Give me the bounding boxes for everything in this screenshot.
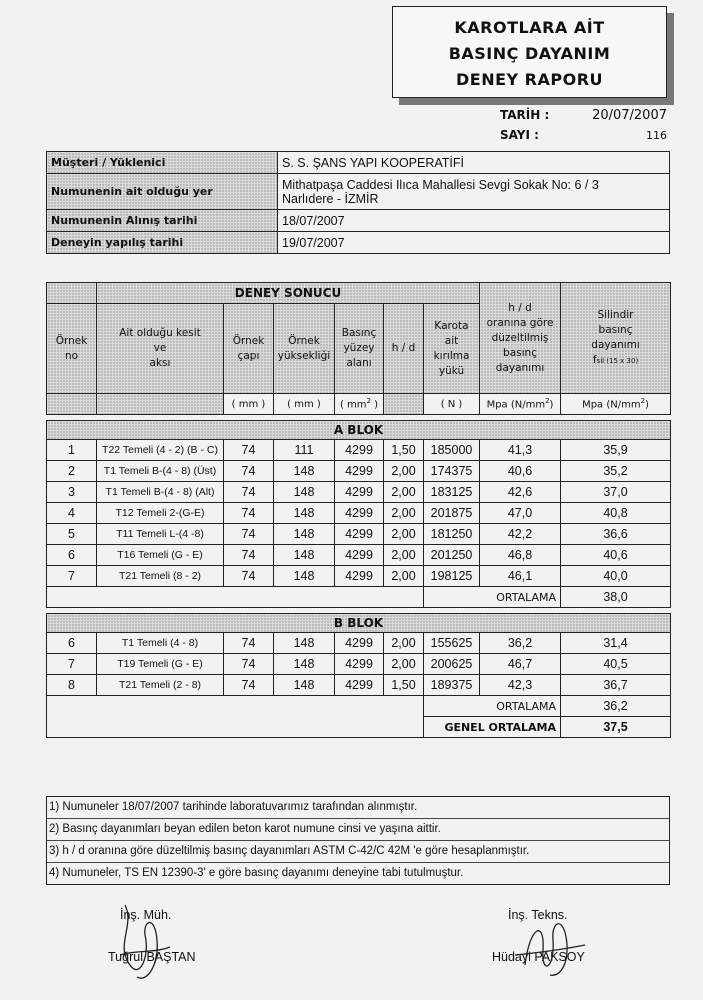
cell-kesit: T19 Temeli (G - E) [97, 654, 224, 675]
general-average-row [47, 717, 671, 738]
cell-alan: 4299 [335, 503, 384, 524]
cell-hd: 2,00 [384, 566, 424, 587]
header-diameter: Örnek çapı [224, 304, 274, 394]
table-row [47, 440, 671, 461]
info-table [46, 151, 670, 254]
cell-sil: 35,2 [561, 461, 671, 482]
average-value: 36,2 [561, 696, 671, 717]
cell-kesit: T21 Temeli (8 - 2) [97, 566, 224, 587]
cell-no: 4 [47, 503, 97, 524]
number-label: SAYI : [500, 128, 539, 142]
cell-hd: 2,00 [384, 524, 424, 545]
cell-yuk: 198125 [424, 566, 480, 587]
cell-yukseklik: 148 [274, 461, 335, 482]
number-value: 116 [646, 129, 667, 142]
cell-cap: 74 [224, 566, 274, 587]
results-table [46, 282, 671, 738]
cell-yuk: 185000 [424, 440, 480, 461]
cell-cap: 74 [224, 440, 274, 461]
cell-alan: 4299 [335, 675, 384, 696]
cell-sil: 37,0 [561, 482, 671, 503]
cell-duz: 42,3 [480, 675, 561, 696]
general-average-label: GENEL ORTALAMA [424, 717, 561, 738]
cell-sil: 40,5 [561, 654, 671, 675]
header-section: Ait olduğu kesit ve aksı [97, 304, 224, 394]
cell-kesit: T22 Temeli (4 - 2) (B - C) [97, 440, 224, 461]
header-hd: h / d [384, 304, 424, 394]
report-title-line-1: KAROTLARA AİT [454, 18, 605, 37]
cell-kesit: T1 Temeli B-(4 - 8) (Alt) [97, 482, 224, 503]
average-row [47, 696, 671, 717]
average-row [47, 587, 671, 608]
cell-cap: 74 [224, 545, 274, 566]
location-label: Numunenin ait olduğu yer [47, 174, 278, 210]
cell-no: 6 [47, 633, 97, 654]
block-header: B BLOK [47, 614, 671, 633]
cell-kesit: T1 Temeli (4 - 8) [97, 633, 224, 654]
cell-kesit: T11 Temeli L-(4 -8) [97, 524, 224, 545]
cell-alan: 4299 [335, 524, 384, 545]
average-label: ORTALAMA [424, 696, 561, 717]
cell-no: 7 [47, 654, 97, 675]
cell-no: 3 [47, 482, 97, 503]
date-value: 20/07/2007 [592, 108, 667, 123]
client-label: Müşteri / Yüklenici [47, 152, 278, 174]
cell-cap: 74 [224, 461, 274, 482]
results-caption: DENEY SONUCU [97, 283, 480, 304]
units-row: ( mm ) ( mm ) ( $mm^2$ ) ( N ) Mpa $(N/mm^2)$ Mpa $(N/mm^2)$ [47, 394, 671, 415]
location-line-1: Mithatpaşa Caddesi Ilıca Mahallesi Sevgi Sokak No: 6 / 3 [282, 177, 599, 192]
technician-name: Hüdayi PAKSOY [492, 950, 585, 964]
cell-yukseklik: 148 [274, 566, 335, 587]
cell-sil: 40,8 [561, 503, 671, 524]
cell-alan: 4299 [335, 461, 384, 482]
cell-hd: 1,50 [384, 440, 424, 461]
cell-kesit: T16 Temeli (G - E) [97, 545, 224, 566]
cell-yukseklik: 111 [274, 440, 335, 461]
block-header: A BLOK [47, 421, 671, 440]
cell-yuk: 201875 [424, 503, 480, 524]
table-row [47, 545, 671, 566]
report-title-box [392, 6, 667, 98]
header-corrected: h / d oranına göre düzeltilmiş basınç dayanımı [480, 283, 561, 394]
cell-sil: 40,6 [561, 545, 671, 566]
average-label: ORTALAMA [424, 587, 561, 608]
table-row [47, 503, 671, 524]
cell-cap: 74 [224, 482, 274, 503]
date-label: TARİH : [500, 108, 550, 122]
cell-cap: 74 [224, 654, 274, 675]
cell-yukseklik: 148 [274, 545, 335, 566]
technician-signature [505, 905, 595, 985]
report-title-line-2: BASINÇ DAYANIM [448, 44, 611, 63]
cell-alan: 4299 [335, 482, 384, 503]
cell-duz: 47,0 [480, 503, 561, 524]
cell-yuk: 181250 [424, 524, 480, 545]
header-sample-no: Örnek no [47, 304, 97, 394]
test-date-value: 19/07/2007 [278, 232, 670, 254]
cell-yukseklik: 148 [274, 675, 335, 696]
cell-sil: 35,9 [561, 440, 671, 461]
cell-hd: 2,00 [384, 503, 424, 524]
cell-hd: 2,00 [384, 654, 424, 675]
cell-kesit: T1 Temeli B-(4 - 8) (Üst) [97, 461, 224, 482]
cell-hd: 1,50 [384, 675, 424, 696]
cell-sil: 36,7 [561, 675, 671, 696]
location-line-2: Narlıdere - İZMİR [282, 191, 379, 206]
report-title-line-3: DENEY RAPORU [455, 70, 604, 89]
sampling-date-value: 18/07/2007 [278, 210, 670, 232]
cell-yuk: 174375 [424, 461, 480, 482]
cell-cap: 74 [224, 633, 274, 654]
cell-hd: 2,00 [384, 633, 424, 654]
cell-kesit: T21 Temeli (2 - 8) [97, 675, 224, 696]
table-row [47, 461, 671, 482]
cell-yukseklik: 148 [274, 482, 335, 503]
cell-alan: 4299 [335, 654, 384, 675]
location-value [278, 174, 670, 210]
cell-cap: 74 [224, 503, 274, 524]
note-4: 4) Numuneler, TS EN 12390-3' e göre basınç dayanımı deneyine tabi tutulmuştur. [49, 867, 464, 879]
cell-no: 8 [47, 675, 97, 696]
cell-sil: 31,4 [561, 633, 671, 654]
cell-hd: 2,00 [384, 545, 424, 566]
cell-yuk: 155625 [424, 633, 480, 654]
engineer-signature [95, 895, 205, 990]
cell-alan: 4299 [335, 440, 384, 461]
cell-no: 6 [47, 545, 97, 566]
sampling-date-label: Numunenin Alınış tarihi [47, 210, 278, 232]
notes-box [46, 796, 670, 885]
cell-cap: 74 [224, 675, 274, 696]
cell-yuk: 183125 [424, 482, 480, 503]
cell-alan: 4299 [335, 633, 384, 654]
report-number [500, 128, 667, 143]
table-row [47, 482, 671, 503]
average-value: 38,0 [561, 587, 671, 608]
header-height: Örnek yüksekliği [274, 304, 335, 394]
cell-kesit: T12 Temeli 2-(G-E) [97, 503, 224, 524]
technician-title: İnş. Tekns. [508, 908, 568, 922]
cell-yuk: 201250 [424, 545, 480, 566]
cell-no: 1 [47, 440, 97, 461]
cell-no: 5 [47, 524, 97, 545]
cell-hd: 2,00 [384, 482, 424, 503]
cell-sil: 40,0 [561, 566, 671, 587]
cell-duz: 42,2 [480, 524, 561, 545]
cell-duz: 46,7 [480, 654, 561, 675]
cell-duz: 46,8 [480, 545, 561, 566]
cell-yuk: 200625 [424, 654, 480, 675]
note-1: 1) Numuneler 18/07/2007 tarihinde laboratuvarımız tarafından alınmıştır. [47, 797, 669, 819]
cell-yuk: 189375 [424, 675, 480, 696]
table-row [47, 524, 671, 545]
cell-duz: 36,2 [480, 633, 561, 654]
header-load: Karota ait kırılma yükü [424, 304, 480, 394]
cell-no: 2 [47, 461, 97, 482]
client-value: S. S. ŞANS YAPI KOOPERATİFİ [278, 152, 670, 174]
engineer-title: İnş. Müh. [120, 908, 172, 922]
header-cylinder: Silindir basınç dayanımı fsil (15 x 30) [561, 283, 671, 394]
cell-duz: 41,3 [480, 440, 561, 461]
test-date-label: Deneyin yapılış tarihi [47, 232, 278, 254]
cell-duz: 46,1 [480, 566, 561, 587]
cell-alan: 4299 [335, 545, 384, 566]
report-date [500, 108, 667, 123]
header-area: Basınç yüzey alanı [335, 304, 384, 394]
note-3: 3) h / d oranına göre düzeltilmiş basınç dayanımları ASTM C-42/C 42M 'e göre hesaplanmıştır. [47, 841, 669, 863]
cell-duz: 42,6 [480, 482, 561, 503]
cell-no: 7 [47, 566, 97, 587]
general-average-value: 37,5 [561, 717, 671, 738]
note-2: 2) Basınç dayanımları beyan edilen beton karot numune cinsi ve yaşına aittir. [47, 819, 669, 841]
cell-yukseklik: 148 [274, 654, 335, 675]
cell-yukseklik: 148 [274, 503, 335, 524]
table-row [47, 675, 671, 696]
engineer-name: Tuğrul BAŞTAN [108, 950, 196, 964]
table-row [47, 633, 671, 654]
cell-sil: 36,6 [561, 524, 671, 545]
table-row [47, 566, 671, 587]
cell-yukseklik: 148 [274, 633, 335, 654]
cell-cap: 74 [224, 524, 274, 545]
cell-duz: 40,6 [480, 461, 561, 482]
cell-yukseklik: 148 [274, 524, 335, 545]
cell-hd: 2,00 [384, 461, 424, 482]
table-row [47, 654, 671, 675]
cell-alan: 4299 [335, 566, 384, 587]
